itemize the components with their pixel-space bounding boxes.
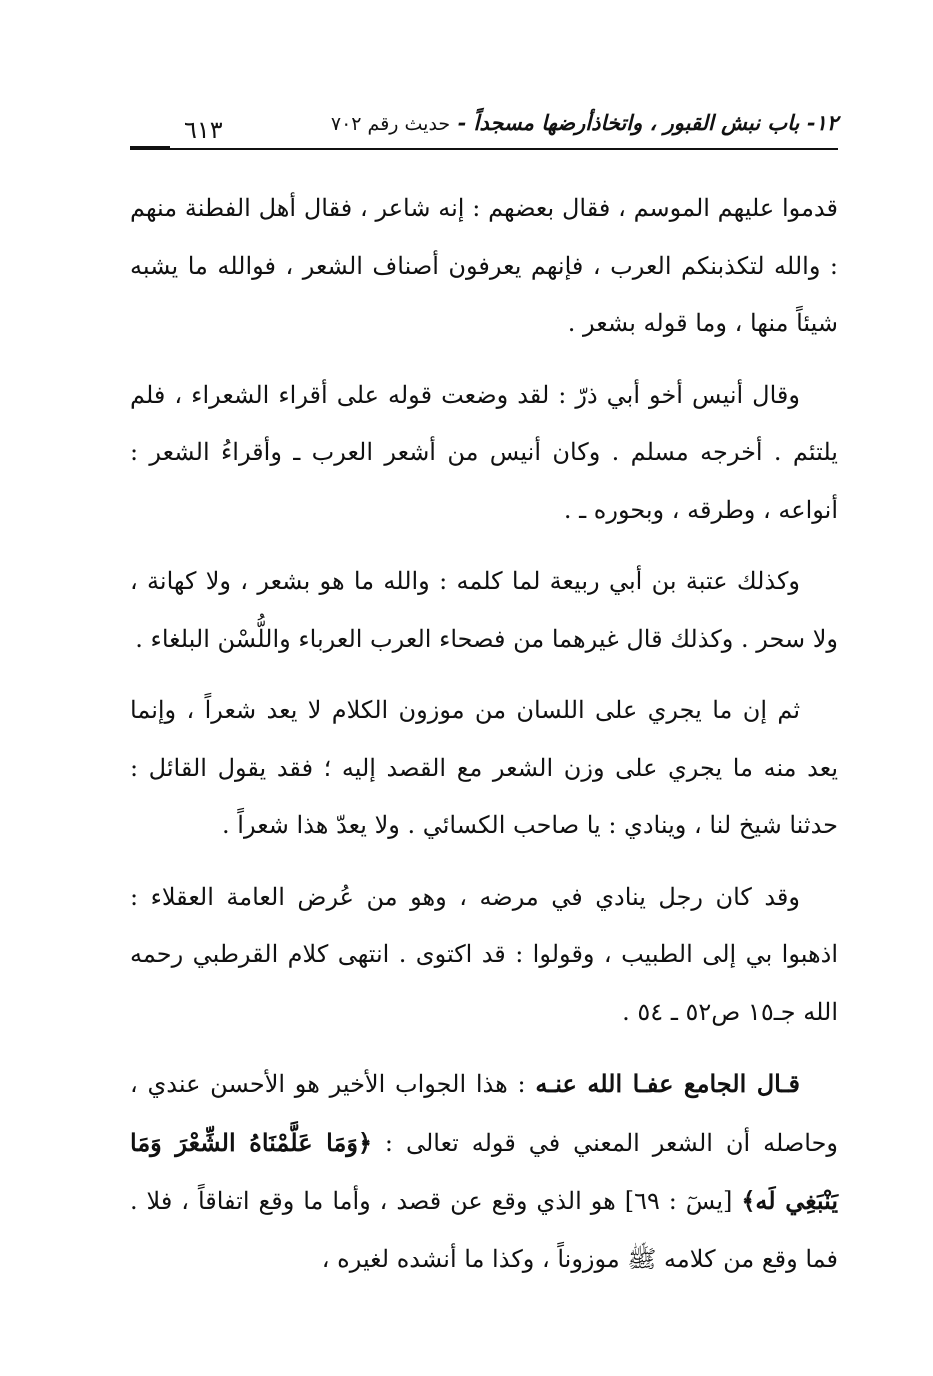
running-title xyxy=(321,110,838,135)
paragraph-2: وقال أنيس أخو أبي ذرّ : لقد وضعت قوله على أقراء الشعراء ، فلم يلتئم . أخرجه مسلم . وكان أنيس من أشعر العرب ـ وأقراءُ الشعر : أنواعه ، وطرقه ، وبحوره ـ . xyxy=(130,380,838,524)
chapter-title: ١٢- باب نبش القبور ، واتخاذأرضها مسجداً - xyxy=(457,110,838,135)
page-number: ٦١٣ xyxy=(178,116,229,144)
page-header xyxy=(130,108,838,158)
header-dash xyxy=(130,146,170,150)
paragraph-4: ثم إن ما يجري على اللسان من موزون الكلام لا يعد شعراً ، وإنما يعد منه ما يجري على وزن الشعر مع القصد إليه ؛ فقد يقول القائل : حدثنا شيخ لنا ، وينادي : يا صاحب الكسائي . ولا يعدّ هذا شعراً . xyxy=(130,696,838,839)
paragraph-3: وكذلك عتبة بن أبي ربيعة لما كلمه : والله ما هو بشعر ، ولا كهانة ، ولا سحر . وكذلك قال غيرهما من فصحاء العرب العرباء واللُّسْن البلغاء . xyxy=(130,567,838,653)
quran-verse: ﴿وَمَا عَلَّمْنَاهُ الشِّعْرَ وَمَا يَنْبَغِي لَه﴾ xyxy=(130,1127,838,1215)
paragraph-6 xyxy=(130,1055,838,1288)
paragraph-6-part-2: [يسٓ : ٦٩] هو الذي وقع عن قصد ، وأما ما وقع اتفاقاً ، فلا . فما وقع من كلامه ﷺ موزوناً ، وكذا ما أنشده لغيره ، xyxy=(130,1187,838,1273)
paragraph-5: وقد كان رجل ينادي في مرضه ، وهو من عُرض العامة العقلاء : اذهبوا بي إلى الطبيب ، وقولوا : قد اكتوى . انتهى كلام القرطبي رحمه الله جـ١٥ ص٥٢ ـ ٥٤ . xyxy=(130,882,838,1026)
hadith-reference: حديث رقم ٧٠٢ xyxy=(330,113,451,135)
paragraph-1: قدموا عليهم الموسم ، فقال بعضهم : إنه شاعر ، فقال أهل الفطنة منهم : والله لتكذبنكم العرب ، فإنهم يعرفون أصناف الشعر ، فوالله ما يشبه شيئاً منها ، وما قوله بشعر . xyxy=(130,194,838,337)
page-body xyxy=(130,180,838,1302)
header-rule xyxy=(130,148,838,150)
paragraph-6-part-1: : هذا الجواب الأخير هو الأحسن عندي ، وحاصله أن الشعر المعني في قوله تعالى : xyxy=(130,1070,839,1157)
compiler-lead: قـال الجامع عفـا الله عنـه xyxy=(535,1069,800,1098)
